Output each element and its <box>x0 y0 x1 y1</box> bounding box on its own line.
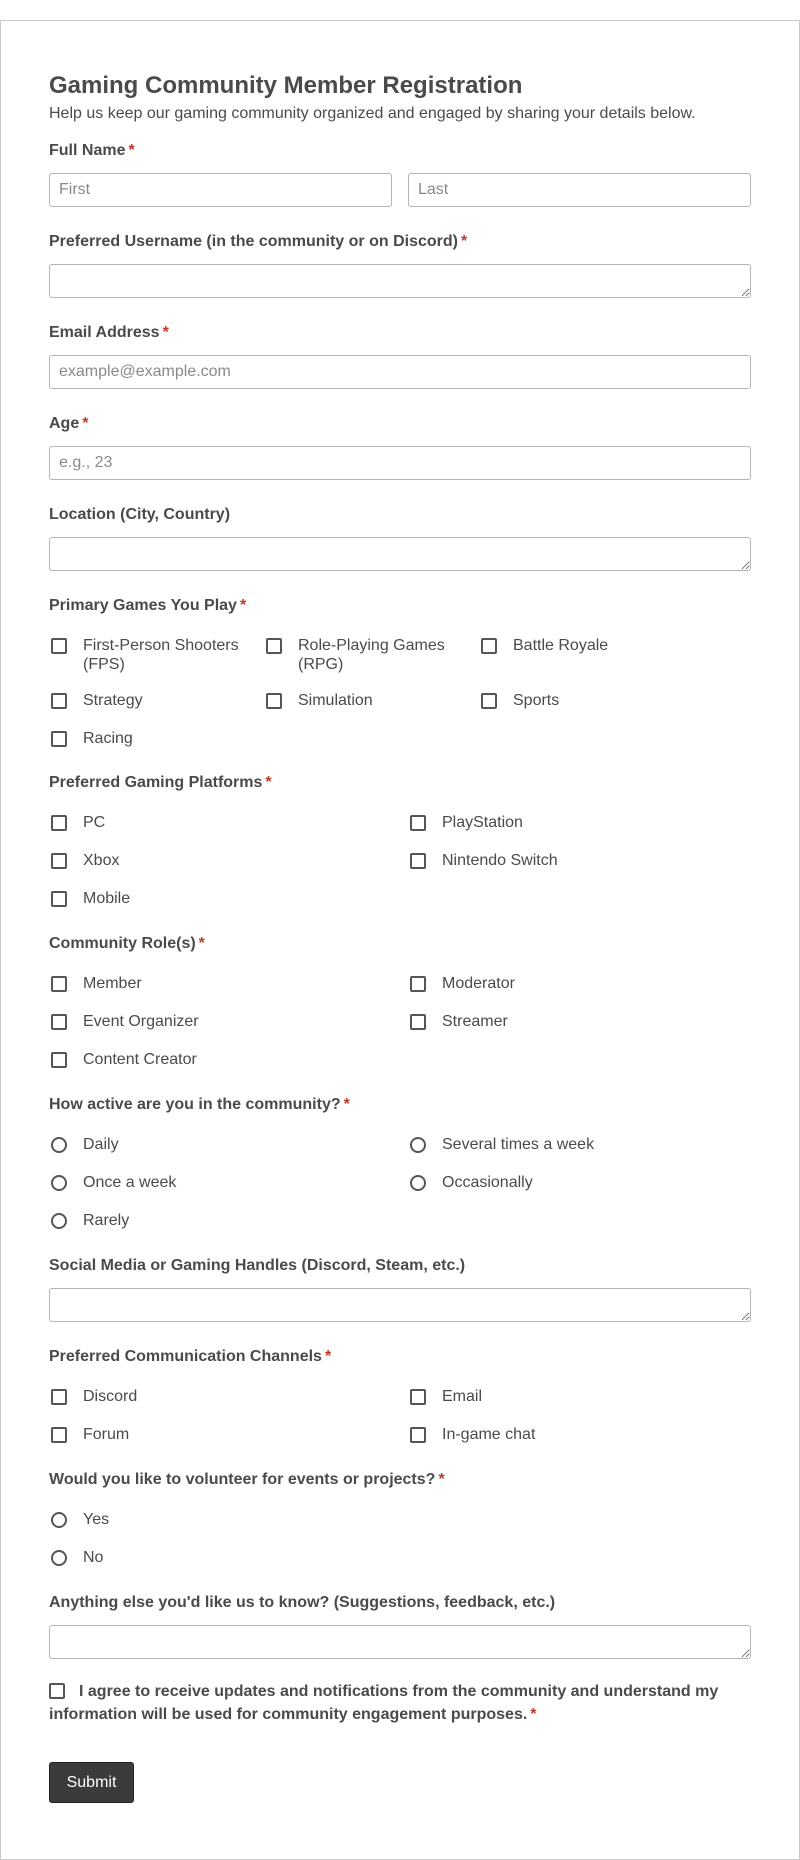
required-marker: * <box>128 142 135 159</box>
email-label: Email Address * <box>49 324 169 341</box>
agreement-checkbox[interactable] <box>49 1683 65 1699</box>
channel-option-email[interactable]: Email <box>410 1387 482 1406</box>
platform-option-nintendo-switch[interactable]: Nintendo Switch <box>410 851 558 870</box>
activity-option-once-a-week[interactable]: Once a week <box>51 1173 176 1192</box>
roles-label: Community Role(s) * <box>49 935 205 952</box>
checkbox[interactable] <box>51 815 67 831</box>
radio[interactable] <box>410 1175 426 1191</box>
channel-option-discord[interactable]: Discord <box>51 1387 137 1406</box>
required-marker: * <box>530 1706 537 1723</box>
required-marker: * <box>265 774 272 791</box>
email-input[interactable] <box>49 355 751 389</box>
role-option-member[interactable]: Member <box>51 974 142 993</box>
activity-label: How active are you in the community? * <box>49 1096 350 1113</box>
games-option-fps[interactable]: First-Person Shooters (FPS) <box>51 636 241 674</box>
checkbox[interactable] <box>410 1389 426 1405</box>
required-marker: * <box>162 324 169 341</box>
required-marker: * <box>324 1348 332 1365</box>
checkbox[interactable] <box>51 638 67 654</box>
agreement-consent[interactable] <box>49 1680 749 1726</box>
radio[interactable] <box>51 1550 67 1566</box>
feedback-input[interactable] <box>49 1625 751 1659</box>
games-option-rpg[interactable]: Role-Playing Games (RPG) <box>266 636 456 674</box>
required-marker: * <box>438 1471 445 1488</box>
location-label: Location (City, Country) <box>49 506 231 523</box>
platforms-label: Preferred Gaming Platforms * <box>49 774 272 791</box>
checkbox[interactable] <box>410 853 426 869</box>
checkbox[interactable] <box>266 693 282 709</box>
volunteer-label: Would you like to volunteer for events or projects? * <box>49 1471 445 1488</box>
submit-button[interactable]: Submit <box>49 1762 134 1803</box>
radio[interactable] <box>51 1137 67 1153</box>
checkbox[interactable] <box>51 1052 67 1068</box>
platform-option-mobile[interactable]: Mobile <box>51 889 130 908</box>
first-name-input[interactable] <box>49 173 392 207</box>
activity-option-several-times-a-week[interactable]: Several times a week <box>410 1135 594 1154</box>
checkbox[interactable] <box>51 891 67 907</box>
platform-option-xbox[interactable]: Xbox <box>51 851 119 870</box>
activity-option-daily[interactable]: Daily <box>51 1135 119 1154</box>
radio[interactable] <box>51 1512 67 1528</box>
platform-option-pc[interactable]: PC <box>51 813 105 832</box>
required-marker: * <box>460 233 468 250</box>
handles-input[interactable] <box>49 1288 751 1322</box>
checkbox[interactable] <box>410 976 426 992</box>
games-option-battle-royale[interactable]: Battle Royale <box>481 636 671 655</box>
games-option-simulation[interactable]: Simulation <box>266 691 456 710</box>
checkbox[interactable] <box>410 1427 426 1443</box>
handles-label: Social Media or Gaming Handles (Discord, Steam, etc.) <box>49 1257 466 1274</box>
checkbox[interactable] <box>266 638 282 654</box>
games-option-strategy[interactable]: Strategy <box>51 691 241 710</box>
radio[interactable] <box>410 1137 426 1153</box>
checkbox[interactable] <box>51 853 67 869</box>
games-option-sports[interactable]: Sports <box>481 691 671 710</box>
checkbox[interactable] <box>410 1014 426 1030</box>
age-input[interactable] <box>49 446 751 480</box>
required-marker: * <box>198 935 205 952</box>
activity-option-occasionally[interactable]: Occasionally <box>410 1173 533 1192</box>
volunteer-option-yes[interactable]: Yes <box>51 1510 109 1529</box>
checkbox[interactable] <box>481 693 497 709</box>
age-label: Age * <box>49 415 89 432</box>
location-input[interactable] <box>49 537 751 571</box>
checkbox[interactable] <box>481 638 497 654</box>
radio[interactable] <box>51 1175 67 1191</box>
checkbox[interactable] <box>51 731 67 747</box>
platform-option-playstation[interactable]: PlayStation <box>410 813 523 832</box>
games-label: Primary Games You Play * <box>49 597 247 614</box>
full-name-label: Full Name * <box>49 142 135 159</box>
last-name-input[interactable] <box>408 173 751 207</box>
role-option-moderator[interactable]: Moderator <box>410 974 515 993</box>
checkbox[interactable] <box>51 1014 67 1030</box>
role-option-event-organizer[interactable]: Event Organizer <box>51 1012 199 1031</box>
username-label: Preferred Username (in the community or on Discord) * <box>49 233 468 250</box>
channels-label: Preferred Communication Channels * <box>49 1348 332 1365</box>
role-option-streamer[interactable]: Streamer <box>410 1012 508 1031</box>
username-input[interactable] <box>49 264 751 298</box>
checkbox[interactable] <box>51 1389 67 1405</box>
checkbox[interactable] <box>51 1427 67 1443</box>
channel-option-in-game-chat[interactable]: In-game chat <box>410 1425 535 1444</box>
required-marker: * <box>82 415 89 432</box>
checkbox[interactable] <box>51 693 67 709</box>
role-option-content-creator[interactable]: Content Creator <box>51 1050 197 1069</box>
checkbox[interactable] <box>51 976 67 992</box>
required-marker: * <box>239 597 247 614</box>
channel-option-forum[interactable]: Forum <box>51 1425 129 1444</box>
form-title: Gaming Community Member Registration <box>49 72 523 99</box>
agreement-text: I agree to receive updates and notifications from the community and understand my information will be used for community engagement purposes. <box>49 1683 719 1723</box>
feedback-label: Anything else you'd like us to know? (Suggestions, feedback, etc.) <box>49 1594 556 1611</box>
games-option-racing[interactable]: Racing <box>51 729 241 748</box>
activity-option-rarely[interactable]: Rarely <box>51 1211 129 1230</box>
volunteer-option-no[interactable]: No <box>51 1548 103 1567</box>
radio[interactable] <box>51 1213 67 1229</box>
required-marker: * <box>343 1096 350 1113</box>
checkbox[interactable] <box>410 815 426 831</box>
form-subtitle: Help us keep our gaming community organized and engaged by sharing your details below. <box>49 105 696 122</box>
